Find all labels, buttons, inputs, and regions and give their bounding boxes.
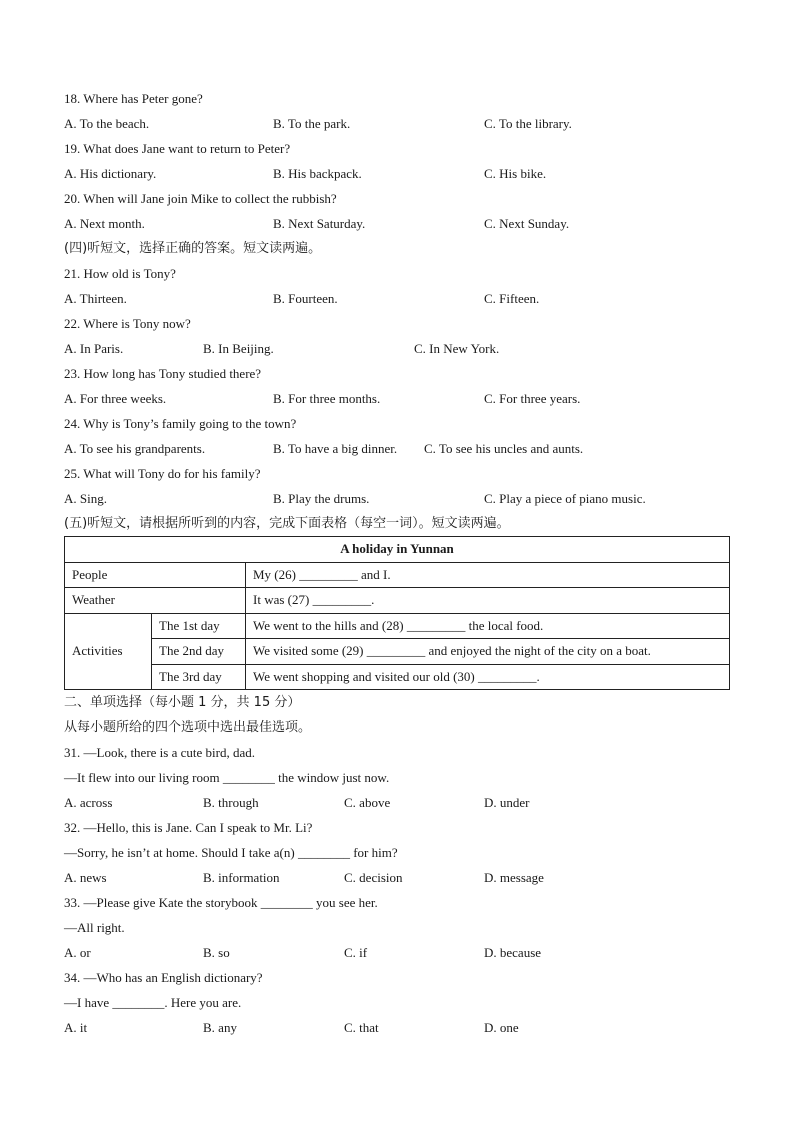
option-a[interactable]: A. across [64, 795, 113, 810]
option-a[interactable]: A. To see his grandparents. [64, 441, 206, 456]
option-c[interactable]: C. To the library. [484, 116, 572, 131]
option-c[interactable]: C. decision [344, 870, 403, 885]
option-b[interactable]: B. For three months. [273, 391, 381, 406]
section-5-heading: (五)听短文，请根据所听到的内容，完成下面表格（每空一词）。短文读两遍。 [64, 516, 510, 531]
options-31 [64, 795, 744, 811]
option-a[interactable]: A. Thirteen. [64, 291, 127, 306]
question-20: 20. When will Jane join Mike to collect the rubbish? [64, 191, 337, 206]
question-23: 23. How long has Tony studied there? [64, 366, 262, 381]
question-19: 19. What does Jane want to return to Peter? [64, 141, 291, 156]
option-b[interactable]: B. To have a big dinner. [273, 441, 398, 456]
option-b[interactable]: B. Play the drums. [273, 491, 370, 506]
option-a[interactable]: A. Sing. [64, 491, 107, 506]
option-c[interactable]: C. if [344, 945, 368, 960]
option-b[interactable]: B. Next Saturday. [273, 216, 366, 231]
activities-label: Activities [65, 613, 152, 690]
holiday-table [64, 536, 730, 690]
option-c[interactable]: C. His bike. [484, 166, 547, 181]
option-b[interactable]: B. In Beijing. [203, 341, 274, 356]
weather-value: It was (27) _________. [246, 588, 730, 614]
option-c[interactable]: C. In New York. [414, 341, 500, 356]
options-33 [64, 945, 744, 961]
option-a[interactable]: A. To the beach. [64, 116, 150, 131]
options-21 [64, 291, 744, 307]
option-c[interactable]: C. For three years. [484, 391, 581, 406]
day-label: The 3rd day [152, 664, 246, 690]
day-activity: We went shopping and visited our old (30) _________. [246, 664, 730, 690]
question-25: 25. What will Tony do for his family? [64, 466, 261, 481]
part-2-heading: 二、单项选择（每小题 1 分，共 15 分） [64, 695, 301, 710]
option-a[interactable]: A. His dictionary. [64, 166, 157, 181]
option-d[interactable]: D. one [484, 1020, 519, 1035]
option-a[interactable]: A. it [64, 1020, 88, 1035]
question-31-line-1: 31. —Look, there is a cute bird, dad. [64, 745, 255, 760]
option-a[interactable]: A. or [64, 945, 91, 960]
question-18: 18. Where has Peter gone? [64, 91, 203, 106]
part-2-instruction: 从每小题所给的四个选项中选出最佳选项。 [64, 720, 312, 735]
options-19 [64, 166, 744, 182]
options-18 [64, 116, 744, 132]
question-22: 22. Where is Tony now? [64, 316, 191, 331]
weather-label: Weather [65, 588, 246, 614]
table-title: A holiday in Yunnan [65, 537, 730, 563]
day-label: The 1st day [152, 613, 246, 639]
option-a[interactable]: A. Next month. [64, 216, 145, 231]
day-activity: We visited some (29) _________ and enjoyed the night of the city on a boat. [246, 639, 730, 665]
option-a[interactable]: A. news [64, 870, 107, 885]
options-32 [64, 870, 744, 886]
question-31-line-2: —It flew into our living room ________ the window just now. [64, 770, 390, 785]
option-c[interactable]: C. that [344, 1020, 379, 1035]
people-value: My (26) _________ and I. [246, 562, 730, 588]
option-b[interactable]: B. information [203, 870, 280, 885]
question-33-line-1: 33. —Please give Kate the storybook ________ you see her. [64, 895, 378, 910]
people-label: People [65, 562, 246, 588]
option-b[interactable]: B. To the park. [273, 116, 351, 131]
day-activity: We went to the hills and (28) _________ the local food. [246, 613, 730, 639]
option-b[interactable]: B. through [203, 795, 259, 810]
options-24 [64, 441, 744, 457]
options-20 [64, 216, 744, 232]
question-21: 21. How old is Tony? [64, 266, 176, 281]
option-b[interactable]: B. so [203, 945, 230, 960]
option-b[interactable]: B. Fourteen. [273, 291, 338, 306]
option-c[interactable]: C. Play a piece of piano music. [484, 491, 646, 506]
option-d[interactable]: D. because [484, 945, 542, 960]
option-a[interactable]: A. For three weeks. [64, 391, 167, 406]
question-32-line-1: 32. —Hello, this is Jane. Can I speak to Mr. Li? [64, 820, 313, 835]
options-23 [64, 391, 744, 407]
option-a[interactable]: A. In Paris. [64, 341, 124, 356]
options-34 [64, 1020, 744, 1036]
options-22 [64, 341, 744, 357]
option-c[interactable]: C. Next Sunday. [484, 216, 570, 231]
option-c[interactable]: C. Fifteen. [484, 291, 540, 306]
option-d[interactable]: D. under [484, 795, 530, 810]
question-33-line-2: —All right. [64, 920, 125, 935]
option-b[interactable]: B. His backpack. [273, 166, 362, 181]
question-34-line-2: —I have ________. Here you are. [64, 995, 242, 1010]
options-25 [64, 491, 744, 507]
question-32-line-2: —Sorry, he isn’t at home. Should I take a(n) ________ for him? [64, 845, 398, 860]
option-c[interactable]: C. To see his uncles and aunts. [424, 441, 584, 456]
question-34-line-1: 34. —Who has an English dictionary? [64, 970, 263, 985]
option-d[interactable]: D. message [484, 870, 544, 885]
option-b[interactable]: B. any [203, 1020, 237, 1035]
option-c[interactable]: C. above [344, 795, 391, 810]
question-24: 24. Why is Tony’s family going to the town? [64, 416, 297, 431]
section-4-heading: (四)听短文，选择正确的答案。短文读两遍。 [64, 241, 322, 256]
day-label: The 2nd day [152, 639, 246, 665]
